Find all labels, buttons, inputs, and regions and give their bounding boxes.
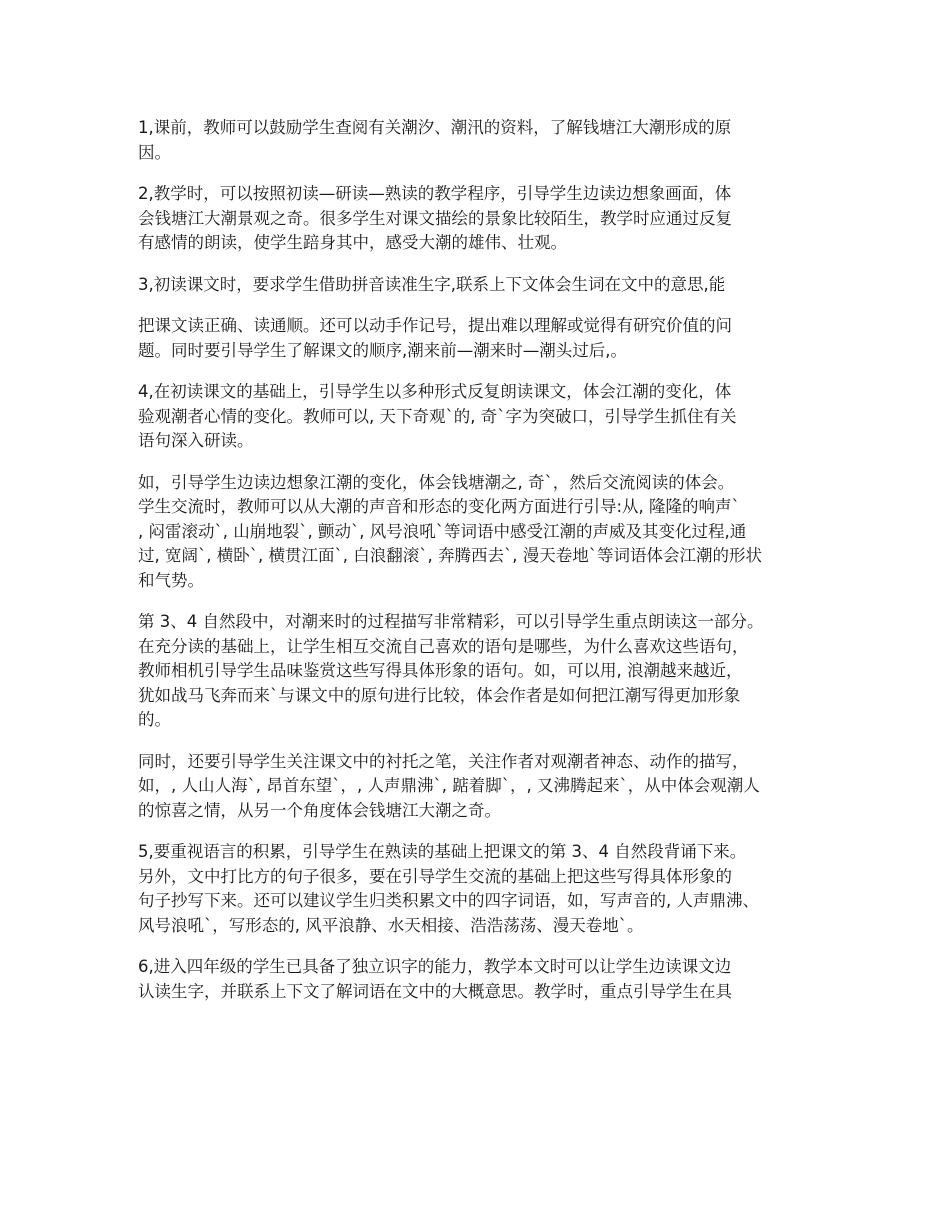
text-line: 的。 — [138, 710, 171, 729]
paragraph-1 — [138, 116, 818, 165]
text-line: 学生交流时，教师可以从大潮的声音和形态的变化两方面进行引导:从, 隆隆的响声` — [138, 497, 740, 516]
text-line: 过, 宽阔`, 横卧`, 横贯江面`, 白浪翻滚`, 奔腾西去`, 漫天卷地`等词语体会江潮的形状 — [138, 546, 762, 565]
text-line: 4,在初读课文的基础上，引导学生以多种形式反复朗读课文，体会江潮的变化，体 — [138, 382, 732, 401]
text-line: 犹如战马飞奔而来`与课文中的原句进行比较，体会作者是如何把江潮写得更加形象 — [138, 685, 741, 705]
text-line: 5,要重视语言的积累，引导学生在熟读的基础上把课文的第 3、4 自然段背诵下来。 — [138, 842, 747, 861]
paragraph-6 — [138, 471, 818, 594]
text-line: 会钱塘江大潮景观之奇。很多学生对课文描绘的景象比较陌生，教学时应通过反复 — [138, 208, 732, 228]
text-line: 如，, 人山人海`, 昂首东望`，, 人声鼎沸`, 踮着脚`，, 又沸腾起来`，从中体会观潮人 — [138, 776, 760, 795]
text-line: 如，引导学生边读边想象江潮的变化，体会钱塘潮之, 奇`，然后交流阅读的体会。 — [138, 472, 735, 492]
text-line: 风号浪吼`，写形态的, 风平浪静、水天相接、浩浩荡荡、漫天卷地`。 — [138, 915, 644, 935]
text-line: 题。同时要引导学生了解课文的顺序,潮来前—潮来时—潮头过后,。 — [138, 340, 627, 360]
document-body — [138, 116, 818, 1021]
text-line: 和气势。 — [138, 570, 204, 590]
paragraph-7 — [138, 610, 818, 733]
paragraph-3 — [138, 273, 818, 298]
text-line: 同时，还要引导学生关注课文中的衬托之笔，关注作者对观潮者神态、动作的描写， — [138, 751, 749, 771]
text-line: 把课文读正确、读通顺。还可以动手作记号，提出难以理解或觉得有研究价值的问 — [138, 316, 732, 335]
text-line: 教师相机引导学生品味鉴赏这些写得具体形象的语句。如，可以用, 浪潮越来越近， — [138, 661, 743, 680]
text-line: 在充分读的基础上，让学生相互交流自己喜欢的语句是哪些，为什么喜欢这些语句， — [138, 636, 749, 656]
text-line: 第 3、4 自然段中，对潮来时的过程描写非常精彩，可以引导学生重点朗读这一部分。 — [138, 612, 764, 631]
paragraph-2 — [138, 182, 818, 256]
text-line: 认读生字，并联系上下文了解词语在文中的大概意思。教学时，重点引导学生在具 — [138, 981, 732, 1001]
text-line: 2,教学时，可以按照初读—研读—熟读的教学程序，引导学生边读边想象画面，体 — [138, 184, 732, 203]
text-line: 有感情的朗读，使学生踣身其中，感受大潮的雄伟、壮观。 — [138, 233, 567, 252]
text-line: 3,初读课文时，要求学生借助拼音读准生字,联系上下文体会生词在文中的意思,能 — [138, 274, 726, 294]
text-line: 的惊喜之情，从另一个角度体会钱塘江大潮之奇。 — [138, 800, 501, 820]
paragraph-8 — [138, 750, 818, 824]
paragraph-10 — [138, 955, 818, 1004]
text-line: 另外，文中打比方的句子很多，要在引导学生交流的基础上把这些写得具体形象的 — [138, 866, 732, 886]
paragraph-5 — [138, 380, 818, 454]
text-line: , 闷雷滚动`, 山崩地裂`, 颤动`, 风号浪吼`等词语中感受江潮的声威及其变化过程,通 — [138, 521, 747, 541]
text-line: 验观潮者心情的变化。教师可以, 天下奇观`的, 奇`字为突破口，引导学生抓住有关 — [138, 406, 737, 426]
paragraph-4 — [138, 314, 818, 363]
text-line: 句子抄写下来。还可以建议学生归类积累文中的四字词语，如，写声音的, 人声鼎沸、 — [138, 891, 759, 910]
text-line: 1,课前，教师可以鼓励学生查阅有关潮汐、潮汛的资料，了解钱塘江大潮形成的原 — [138, 118, 732, 137]
text-line: 6,进入四年级的学生已具备了独立识字的能力，教学本文时可以让学生边读课文边 — [138, 957, 732, 976]
paragraph-9 — [138, 840, 818, 938]
text-line: 因。 — [138, 142, 171, 162]
text-line: 语句深入研读。 — [138, 431, 254, 450]
